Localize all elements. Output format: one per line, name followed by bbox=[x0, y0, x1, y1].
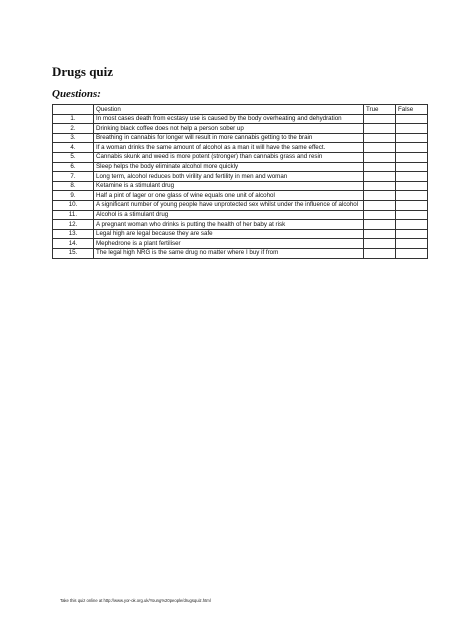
true-cell[interactable] bbox=[364, 114, 396, 124]
false-cell[interactable] bbox=[396, 162, 428, 172]
table-row bbox=[53, 124, 428, 134]
false-cell[interactable] bbox=[396, 172, 428, 182]
true-cell[interactable] bbox=[364, 133, 396, 143]
question-number: 14. bbox=[53, 239, 94, 249]
question-number: 6. bbox=[53, 162, 94, 172]
table-row bbox=[53, 114, 428, 124]
true-cell[interactable] bbox=[364, 172, 396, 182]
question-text: A significant number of young people have unprotected sex whilst under the influence of alcohol bbox=[94, 200, 364, 210]
section-subtitle: Questions: bbox=[52, 88, 101, 100]
question-text: Legal high are legal because they are safe bbox=[94, 229, 364, 239]
header-true: True bbox=[364, 105, 396, 115]
true-cell[interactable] bbox=[364, 239, 396, 249]
table-row bbox=[53, 143, 428, 153]
table-row bbox=[53, 220, 428, 230]
true-cell[interactable] bbox=[364, 210, 396, 220]
table-row bbox=[53, 239, 428, 249]
true-cell[interactable] bbox=[364, 191, 396, 201]
question-number: 2. bbox=[53, 124, 94, 134]
false-cell[interactable] bbox=[396, 133, 428, 143]
question-text: Mephedrone is a plant fertiliser bbox=[94, 239, 364, 249]
header-question: Question bbox=[94, 105, 364, 115]
footer-link-text: Take this quiz online at http://www.yor-ok.org.uk/Young%20people/drugsquiz.html bbox=[60, 598, 211, 603]
question-number: 8. bbox=[53, 181, 94, 191]
question-text: If a woman drinks the same amount of alcohol as a man it will have the same effect. bbox=[94, 143, 364, 153]
question-text: A pregnant woman who drinks is putting the health of her baby at risk bbox=[94, 220, 364, 230]
false-cell[interactable] bbox=[396, 191, 428, 201]
true-cell[interactable] bbox=[364, 248, 396, 258]
true-cell[interactable] bbox=[364, 200, 396, 210]
question-number: 13. bbox=[53, 229, 94, 239]
question-text: Half a pint of lager or one glass of wine equals one unit of alcohol bbox=[94, 191, 364, 201]
false-cell[interactable] bbox=[396, 239, 428, 249]
table-row bbox=[53, 229, 428, 239]
table-row bbox=[53, 172, 428, 182]
question-text: Breathing in cannabis for longer will result in more cannabis getting to the brain bbox=[94, 133, 364, 143]
question-number: 9. bbox=[53, 191, 94, 201]
false-cell[interactable] bbox=[396, 210, 428, 220]
question-number: 3. bbox=[53, 133, 94, 143]
false-cell[interactable] bbox=[396, 124, 428, 134]
false-cell[interactable] bbox=[396, 143, 428, 153]
quiz-table bbox=[52, 104, 428, 259]
page-title: Drugs quiz bbox=[52, 64, 114, 79]
true-cell[interactable] bbox=[364, 181, 396, 191]
table-row bbox=[53, 152, 428, 162]
table-row bbox=[53, 181, 428, 191]
false-cell[interactable] bbox=[396, 114, 428, 124]
question-number: 4. bbox=[53, 143, 94, 153]
question-text: Ketamine is a stimulant drug bbox=[94, 181, 364, 191]
question-number: 7. bbox=[53, 172, 94, 182]
false-cell[interactable] bbox=[396, 229, 428, 239]
table-header-row bbox=[53, 105, 428, 115]
false-cell[interactable] bbox=[396, 248, 428, 258]
false-cell[interactable] bbox=[396, 181, 428, 191]
question-text: In most cases death from ecstasy use is caused by the body overheating and dehydration bbox=[94, 114, 364, 124]
table-row bbox=[53, 248, 428, 258]
false-cell[interactable] bbox=[396, 200, 428, 210]
true-cell[interactable] bbox=[364, 220, 396, 230]
false-cell[interactable] bbox=[396, 220, 428, 230]
true-cell[interactable] bbox=[364, 124, 396, 134]
false-cell[interactable] bbox=[396, 152, 428, 162]
header-number bbox=[53, 105, 94, 115]
table-row bbox=[53, 162, 428, 172]
table-row bbox=[53, 200, 428, 210]
question-text: The legal high NRG is the same drug no matter where I buy if from bbox=[94, 248, 364, 258]
true-cell[interactable] bbox=[364, 143, 396, 153]
question-number: 12. bbox=[53, 220, 94, 230]
table-row bbox=[53, 191, 428, 201]
question-text: Alcohol is a stimulant drug bbox=[94, 210, 364, 220]
true-cell[interactable] bbox=[364, 229, 396, 239]
table-row bbox=[53, 133, 428, 143]
true-cell[interactable] bbox=[364, 162, 396, 172]
header-false: False bbox=[396, 105, 428, 115]
true-cell[interactable] bbox=[364, 152, 396, 162]
question-number: 10. bbox=[53, 200, 94, 210]
question-text: Long term, alcohol reduces both virility and fertility in men and woman bbox=[94, 172, 364, 182]
question-text: Sleep helps the body eliminate alcohol more quickly bbox=[94, 162, 364, 172]
table-row bbox=[53, 210, 428, 220]
question-number: 1. bbox=[53, 114, 94, 124]
question-number: 5. bbox=[53, 152, 94, 162]
question-number: 15. bbox=[53, 248, 94, 258]
question-text: Drinking black coffee does not help a person sober up bbox=[94, 124, 364, 134]
question-text: Cannabis skunk and weed is more potent (stronger) than cannabis grass and resin bbox=[94, 152, 364, 162]
question-number: 11. bbox=[53, 210, 94, 220]
